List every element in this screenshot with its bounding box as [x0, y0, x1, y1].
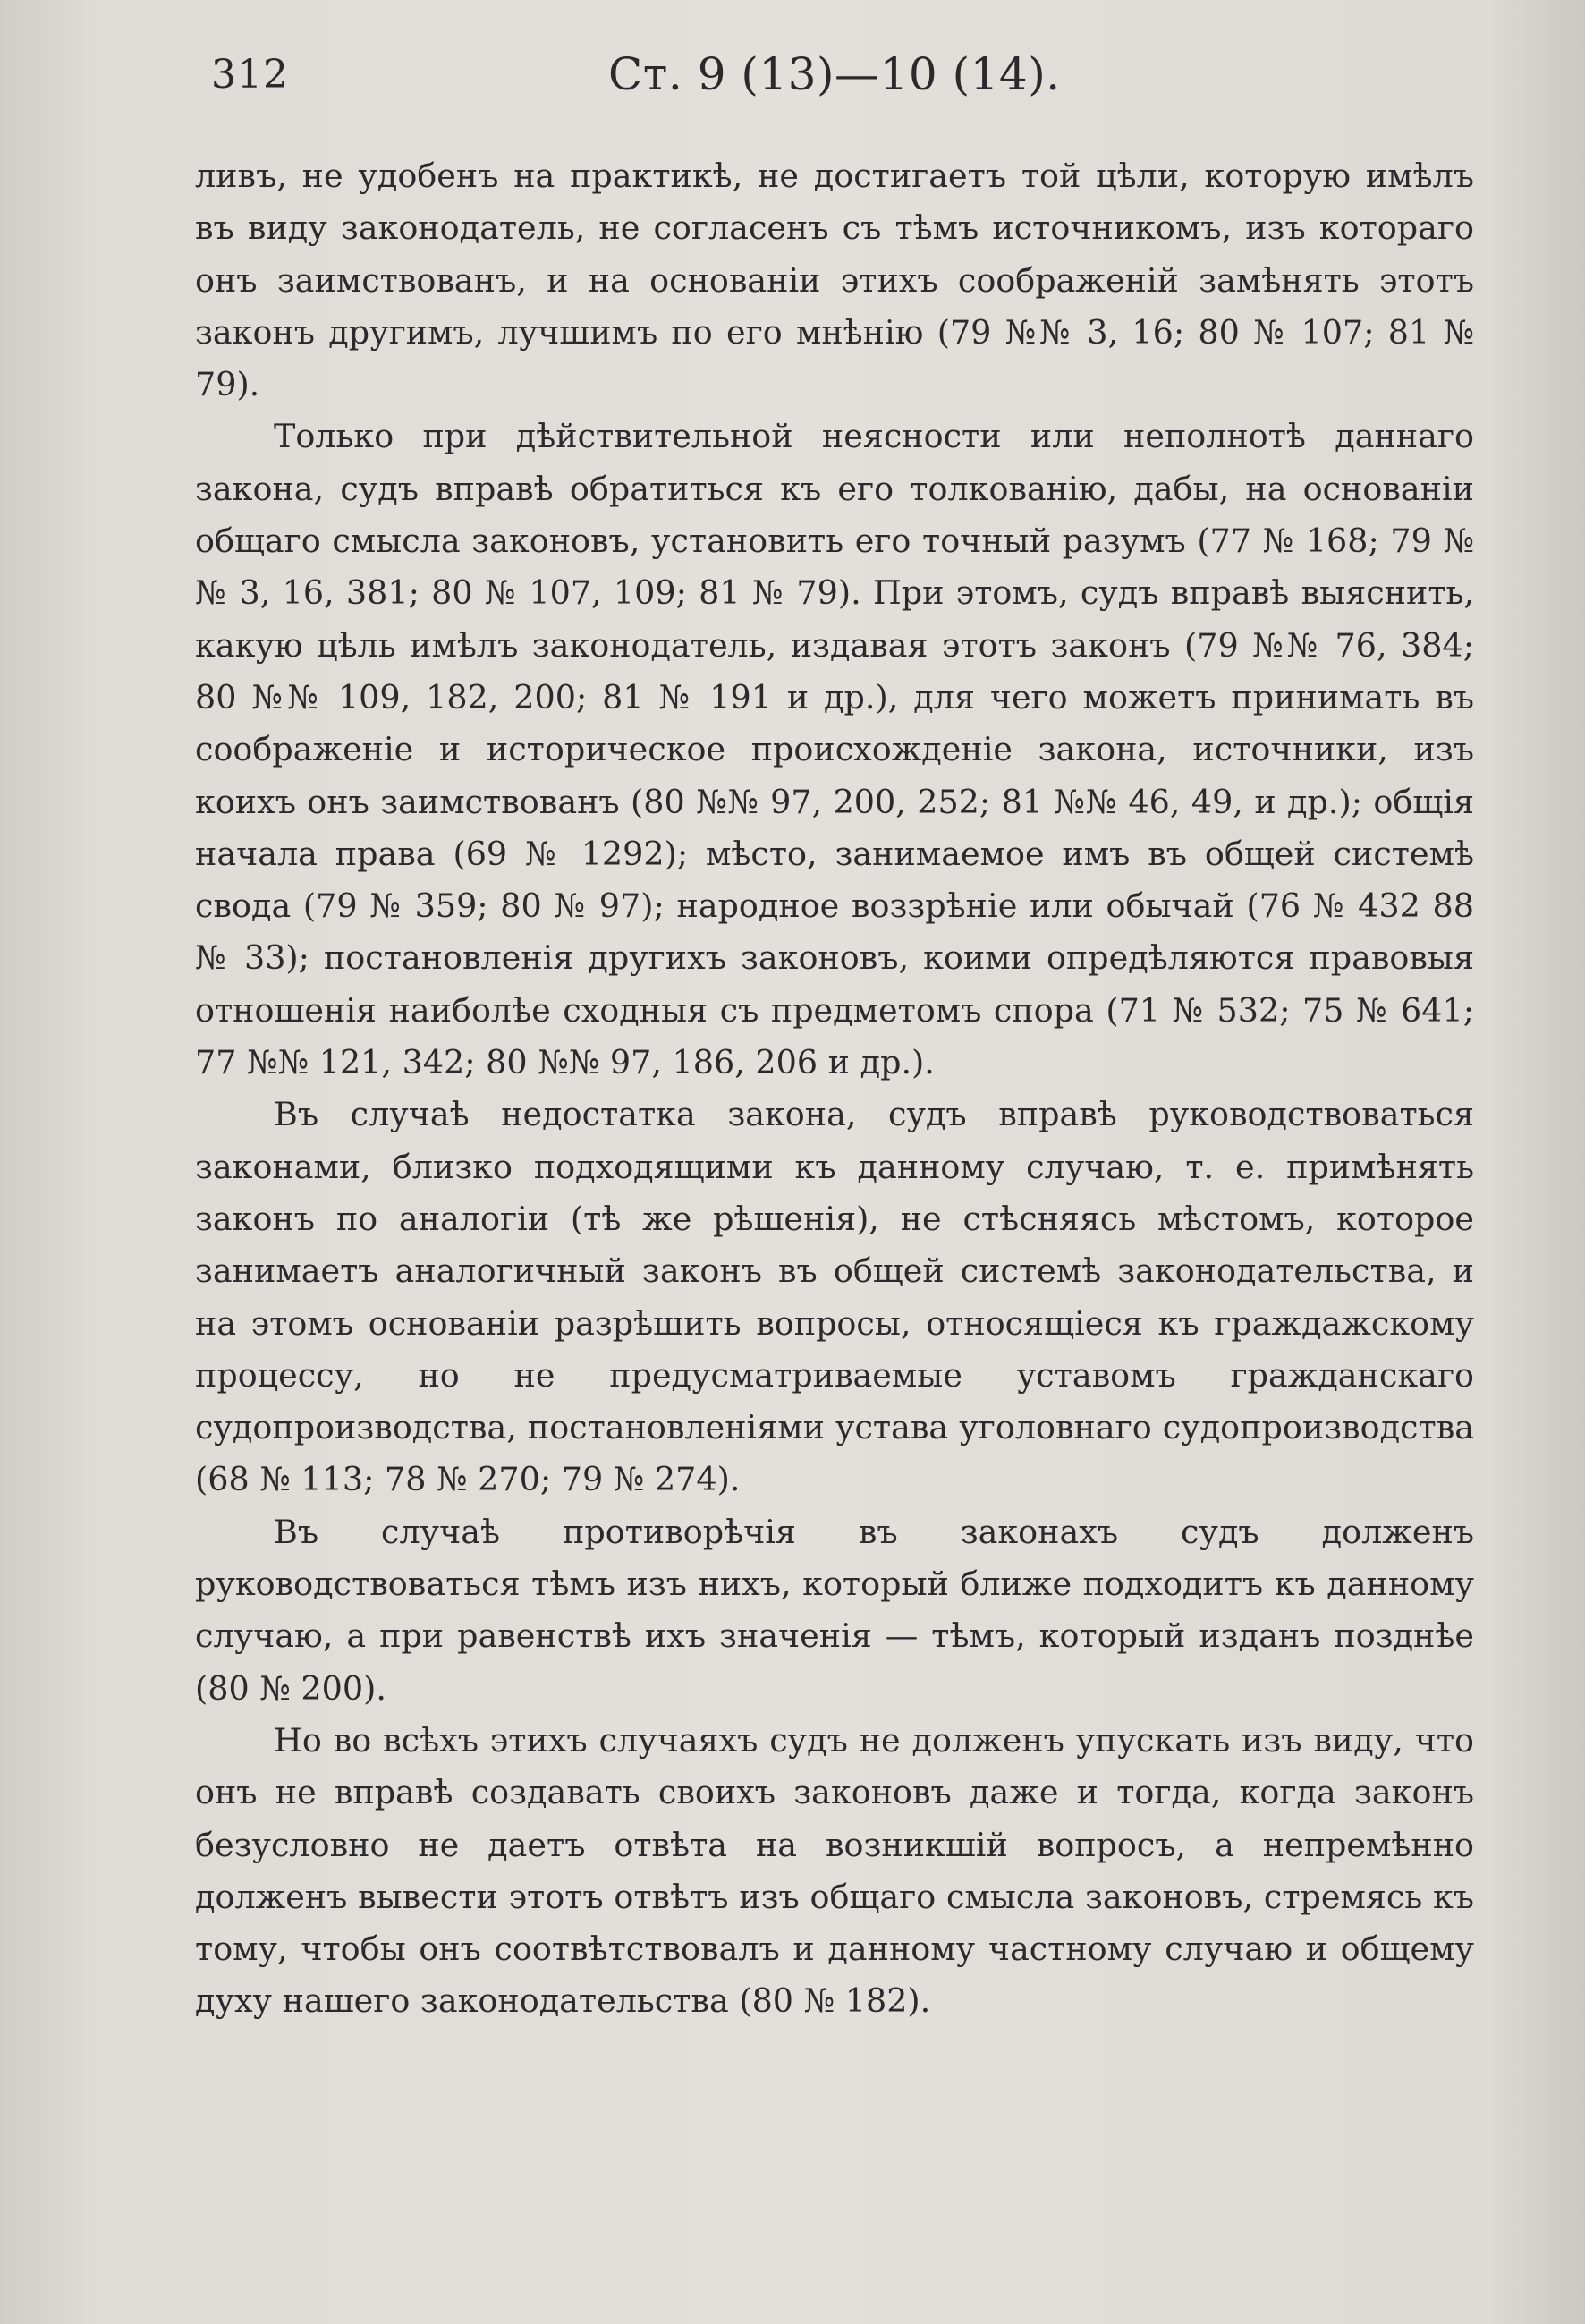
body-text	[195, 150, 1474, 2028]
page-number: 312	[211, 52, 289, 98]
paragraph-interpretation: Только при дѣйствительной неясности или неполнотѣ даннаго закона, судъ вправѣ обратиться къ его толкованiю, дабы, на основанiи общаго смысла законовъ, установить его точный разумъ (77 № 168; 79 №№ 3, 16, 381; 80 № 107, 109; 81 № 79). При этомъ, судъ вправѣ выяснить, какую цѣль имѣлъ законодатель, издавая этотъ законъ (79 №№ 76, 384; 80 №№ 109, 182, 200; 81 № 191 и др.), для чего можетъ принимать въ соображенiе и историческое происхожденiе закона, источники, изъ коихъ онъ заимствованъ (80 №№ 97, 200, 252; 81 №№ 46, 49, и др.); общiя начала права (69 № 1292); мѣсто, занимаемое имъ въ общей системѣ свода (79 № 359; 80 № 97); народное воззрѣнiе или обычай (76 № 432 88 № 33); постановленiя другихъ законовъ, коими опредѣляются правовыя отношенiя наиболѣе сходныя съ предметомъ спора (71 № 532; 75 № 641; 77 №№ 121, 342; 80 №№ 97, 186, 206 и др.).	[195, 417, 1474, 1082]
paragraph-continuation: ливъ, не удобенъ на практикѣ, не достигаетъ той цѣли, которую имѣлъ въ виду законодатель, не согласенъ съ тѣмъ источникомъ, изъ котораго онъ заимствованъ, и на основанiи этихъ соображенiй замѣнять этотъ законъ другимъ, лучшимъ по его мнѣнiю (79 №№ 3, 16; 80 № 107; 81 № 79).	[195, 157, 1474, 404]
paragraph-analogy: Въ случаѣ недостатка закона, судъ вправѣ руководствоваться законами, близко подходящими къ данному случаю, т. е. примѣнять законъ по аналогiи (тѣ же рѣшенiя), не стѣсняясь мѣстомъ, которое занимаетъ аналогичный законъ въ общей системѣ законодательства, и на этомъ основанiи разрѣшить вопросы, относящiеся къ граждажскому процессу, но не предусматриваемые уставомъ гражданскаго судопроизводства, постановленiями устава уголовнаго судопроизводства (68 № 113; 78 № 270; 79 № 274).	[195, 1095, 1474, 1499]
running-header: Ст. 9 (13)—10 (14).	[608, 48, 1061, 100]
paragraph-contradiction: Въ случаѣ противорѣчiя въ законахъ судъ долженъ руководствоваться тѣмъ изъ нихъ, который ближе подходитъ къ данному случаю, а при равенствѣ ихъ значенiя — тѣмъ, который изданъ позднѣе (80 № 200).	[195, 1512, 1474, 1708]
paragraph-conclusion: Но во всѣхъ этихъ случаяхъ судъ не долженъ упускать изъ виду, что онъ не вправѣ создавать своихъ законовъ даже и тогда, когда законъ безусловно не даетъ отвѣта на возникшiй вопросъ, а непремѣнно долженъ вывести этотъ отвѣтъ изъ общаго смысла законовъ, стремясь къ тому, чтобы онъ соотвѣтствовалъ и данному частному случаю и общему духу нашего законодательства (80 № 182).	[195, 1720, 1474, 2021]
